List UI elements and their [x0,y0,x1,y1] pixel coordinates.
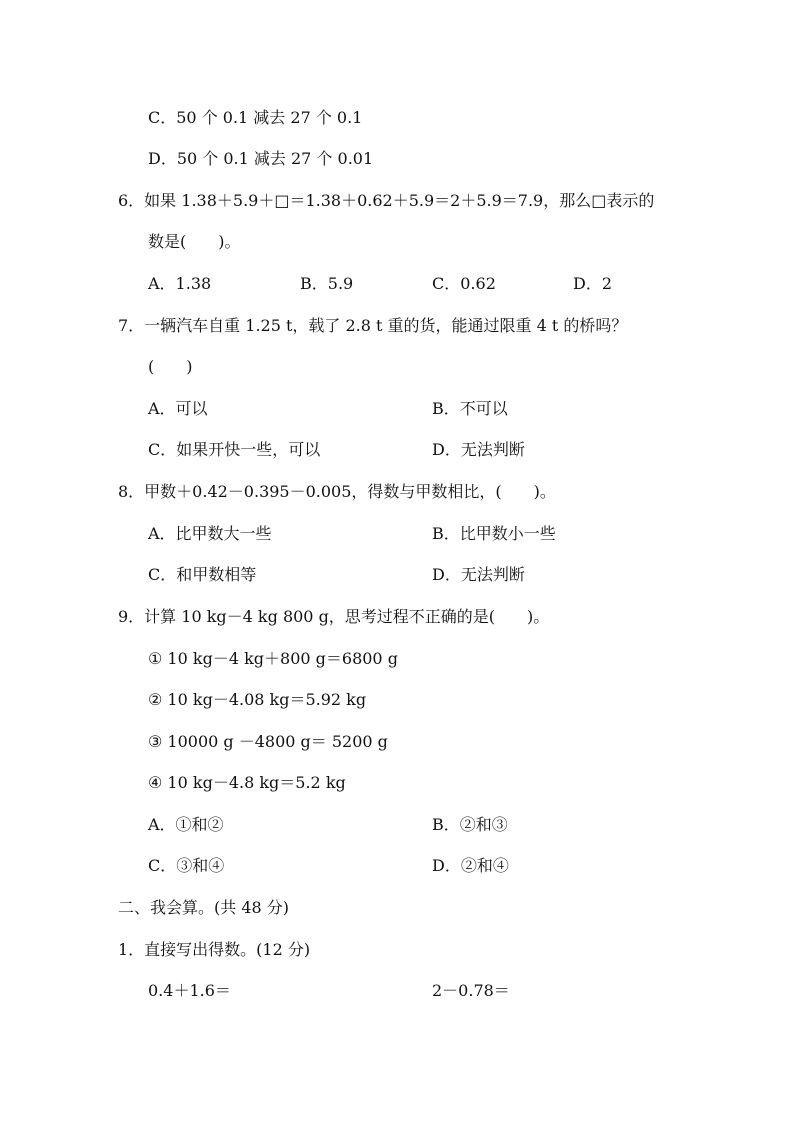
q9-stem: 9．计算 10 kg－4 kg 800 g，思考过程不正确的是( )。 [118,607,550,626]
expression-2: 2－0.78＝ [432,981,510,1000]
q7-stem-line2: ( ) [148,357,193,376]
q5-option-c: C．50 个 0.1 减去 27 个 0.1 [148,108,363,127]
q9-option-d: D．②和④ [432,856,509,875]
q8-option-c: C．和甲数相等 [148,565,257,584]
q9-step-2: ② 10 kg－4.08 kg＝5.92 kg [148,690,367,709]
q6-option-d: D．2 [573,274,613,293]
expression-1: 0.4＋1.6＝ [148,981,231,1000]
q9-option-b: B．②和③ [432,815,508,834]
section2-q1-stem: 1．直接写出得数。(12 分) [118,940,311,959]
q7-stem-line1: 7．一辆汽车自重 1.25 t，载了 2.8 t 重的货，能通过限重 4 t 的桥吗？ [118,316,628,335]
q5-option-d: D．50 个 0.1 减去 27 个 0.01 [148,149,374,168]
q9-step-1: ① 10 kg－4 kg＋800 g＝6800 g [148,649,398,668]
q8-option-a: A．比甲数大一些 [148,524,272,543]
q6-option-b: B．5.9 [300,274,354,293]
q6-stem-line2: 数是( )。 [148,232,241,251]
q7-option-a: A．可以 [148,399,208,418]
q8-stem: 8．甲数＋0.42－0.395－0.005，得数与甲数相比，( )。 [118,482,556,501]
section2-heading: 二、我会算。(共 48 分) [118,898,290,917]
q9-option-a: A．①和② [148,815,224,834]
q8-option-d: D．无法判断 [432,565,525,584]
q6-option-c: C．0.62 [432,274,496,293]
q7-option-b: B．不可以 [432,399,508,418]
q6-option-a: A．1.38 [148,274,212,293]
q7-option-c: C．如果开快一些，可以 [148,440,321,459]
q9-step-4: ④ 10 kg－4.8 kg＝5.2 kg [148,773,346,792]
q6-stem-line1: 6．如果 1.38＋5.9＋□＝1.38＋0.62＋5.9＝2＋5.9＝7.9，那么□表示的 [118,191,655,210]
q9-step-3: ③ 10000 g －4800 g＝ 5200 g [148,732,388,751]
q7-option-d: D．无法判断 [432,440,525,459]
q8-option-b: B．比甲数小一些 [432,524,556,543]
q9-option-c: C．③和④ [148,856,225,875]
